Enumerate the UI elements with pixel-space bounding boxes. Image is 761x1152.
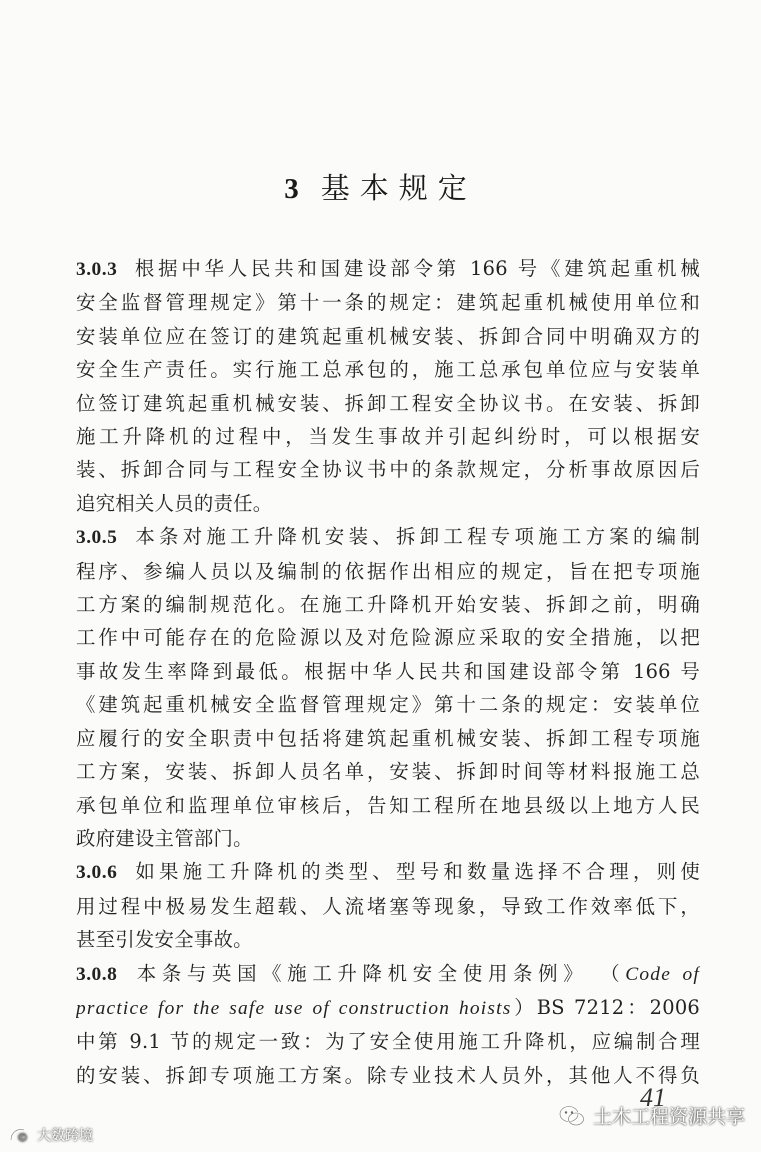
clause-line: 工作中可能存在的危险源以及对危险源应采取的安全措施，以把 bbox=[76, 626, 700, 650]
clause-line: 《建筑起重机械安全监督管理规定》第十二条的规定：安装单位 bbox=[76, 693, 700, 717]
wechat-watermark bbox=[559, 1102, 745, 1129]
clause-line: 用过程中极易发生超载、人流堵塞等现象，导致工作效率低下， bbox=[76, 894, 700, 918]
clause-line: 施工升降机的过程中，当发生事故并引起纠纷时，可以根据安 bbox=[76, 425, 700, 449]
clause-line: 位签订建筑起重机械安装、拆卸工程安全协议书。在安装、拆卸 bbox=[76, 391, 700, 415]
clause-line: 3.0.5 本条对施工升降机安装、拆卸工程专项施工方案的编制 bbox=[76, 525, 700, 549]
clause-line: 3.0.8 本条与英国《施工升降机安全使用条例》 （Code of bbox=[76, 961, 700, 985]
chapter-title bbox=[0, 166, 761, 207]
toutiao-logo-icon bbox=[8, 1126, 34, 1144]
clause-line: 事故发生率降到最低。根据中华人民共和国建设部令第 166 号 bbox=[76, 659, 700, 683]
clause-line: 追究相关人员的责任。 bbox=[76, 491, 273, 515]
chapter-number: 3 bbox=[284, 173, 309, 205]
body-text bbox=[76, 252, 700, 1092]
clause-3-0-6 bbox=[76, 855, 700, 956]
clause-number: 3.0.5 bbox=[76, 527, 118, 549]
wechat-icon bbox=[559, 1105, 585, 1127]
clause-line: practice for the safe use of construction hoists）BS 7212：2006 bbox=[76, 995, 700, 1019]
page-number: 41 bbox=[640, 1083, 666, 1112]
clause-number: 3.0.8 bbox=[76, 963, 118, 985]
clause-line: 中第 9.1 节的规定一致：为了安全使用施工升降机，应编制合理 bbox=[76, 1030, 700, 1054]
svg-text:©: © bbox=[17, 1131, 28, 1144]
english-title: practice for the safe use of construction hoists bbox=[76, 997, 512, 1019]
chapter-title-text: 基本规定 bbox=[320, 171, 477, 205]
clause-line: 工方案，安装、拆卸人员名单，安装、拆卸时间等材料报施工总 bbox=[76, 760, 700, 784]
clause-line: 装、拆卸合同与工程安全协议书中的条款规定，分析事故原因后 bbox=[76, 458, 700, 482]
clause-line: 程序、参编人员以及编制的依据作出相应的规定，旨在把专项施 bbox=[76, 559, 700, 583]
clause-line: 政府建设主管部门。 bbox=[76, 826, 253, 850]
clause-number: 3.0.6 bbox=[76, 862, 118, 884]
english-title: Code of bbox=[625, 963, 700, 985]
clause-3-0-5 bbox=[76, 520, 700, 855]
clause-line: 工方案的编制规范化。在施工升降机开始安装、拆卸之前，明确 bbox=[76, 593, 700, 617]
clause-3-0-3 bbox=[76, 252, 700, 520]
clause-line: 承包单位和监理单位审核后，告知工程所在地县级以上地方人民 bbox=[76, 793, 700, 817]
clause-line: 安装单位应在签订的建筑起重机械安装、拆卸合同中明确双方的 bbox=[76, 324, 700, 348]
clause-line: 安全监督管理规定》第十一条的规定：建筑起重机械使用单位和 bbox=[76, 291, 700, 315]
clause-line: 3.0.3 根据中华人民共和国建设部令第 166 号《建筑起重机械 bbox=[76, 257, 700, 280]
toutiao-account-name: 大数跨境 bbox=[37, 1128, 93, 1144]
wechat-account-name: 土木工程资源共享 bbox=[592, 1106, 745, 1128]
toutiao-watermark bbox=[8, 1125, 93, 1145]
clause-line: 甚至引发安全事故。 bbox=[76, 928, 253, 952]
clause-3-0-8 bbox=[76, 957, 700, 1093]
clause-line: 应履行的安全职责中包括将建筑起重机械安装、拆卸工程专项施 bbox=[76, 726, 700, 750]
clause-line: 安全生产责任。实行施工总承包的，施工总承包单位应与安装单 bbox=[76, 358, 700, 382]
clause-line: 的安装、拆卸专项施工方案。除专业技术人员外，其他人不得负 bbox=[76, 1063, 700, 1087]
clause-number: 3.0.3 bbox=[76, 259, 118, 280]
clause-line: 3.0.6 如果施工升降机的类型、型号和数量选择不合理，则使 bbox=[76, 860, 700, 884]
